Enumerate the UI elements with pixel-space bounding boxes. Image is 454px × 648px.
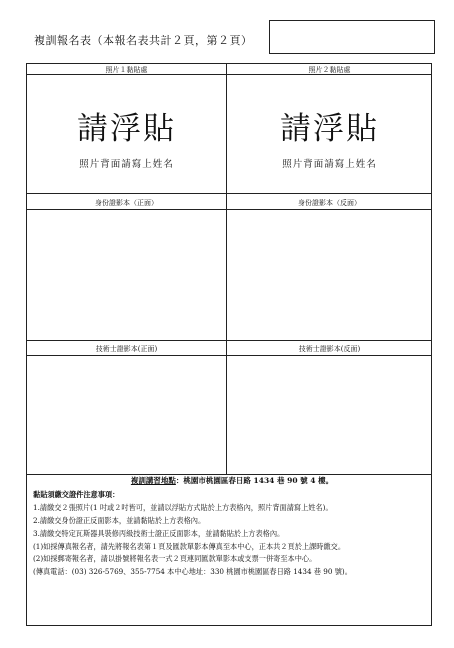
photo1-paste-text: 請浮貼 — [77, 111, 176, 147]
photo2-hint: 照片背面請寫上姓名 — [282, 159, 377, 170]
photo1-hint: 照片背面請寫上姓名 — [79, 159, 174, 170]
id-header-line — [27, 209, 431, 210]
id-back-header: 身份證影本（反面） — [298, 199, 361, 207]
photo2-paste-text: 請浮貼 — [280, 111, 379, 147]
note-item: (1)如採傳真報名者，請先將報名表第１頁及匯款單影本傳真至本中心，正本共２頁於上課時繳交。 — [33, 541, 346, 551]
photo-bottom-line — [27, 193, 431, 194]
photo2-header: 照片２黏貼處 — [308, 66, 351, 74]
notes-section — [33, 475, 431, 579]
location-label: 複訓講習地點 — [130, 476, 176, 485]
note-item: 2.請繳交身份證正反面影本，並請黏貼於上方表格內。 — [33, 515, 206, 525]
note-item: 1.請繳交２張照片(1 吋或２吋皆可，並請以浮貼方式貼於上方表格內，照片背面請寫上姓名)。 — [33, 502, 333, 512]
training-location — [33, 475, 431, 488]
tech-back-header: 技術士證影本(反面) — [298, 345, 361, 353]
note-item: 3.請繳交特定瓦斯器具裝修丙級技術士證正反面影本，並請黏貼於上方表格內。 — [33, 528, 285, 538]
note-item: (2)如採郵寄報名者，請以掛號將報名表一式２頁連同匯款單影本或支票一併寄至本中心。 — [33, 554, 317, 564]
photo1-header: 照片１黏貼處 — [105, 66, 148, 74]
tech-header-line — [27, 355, 431, 356]
id-front-header: 身份證影本（正面） — [95, 199, 158, 207]
notes-heading: 黏貼須繳交證件注意事項： — [33, 489, 120, 499]
location-value: ：桃園市桃園區春日路 1434 巷 90 號 4 樓。 — [175, 476, 334, 485]
id-bottom-line — [27, 340, 431, 341]
registration-number-box[interactable] — [269, 20, 435, 54]
attachment-form — [26, 63, 432, 626]
tech-front-header: 技術士證影本(正面) — [95, 345, 158, 353]
form-title: 複訓報名表（本報名表共計２頁，第２頁） — [34, 34, 253, 47]
note-item: (傳真電話：(03) 326-5769、355-7754 本中心地址：330 桃園市桃園區春日路 1434 巷 90 號)。 — [33, 567, 352, 577]
